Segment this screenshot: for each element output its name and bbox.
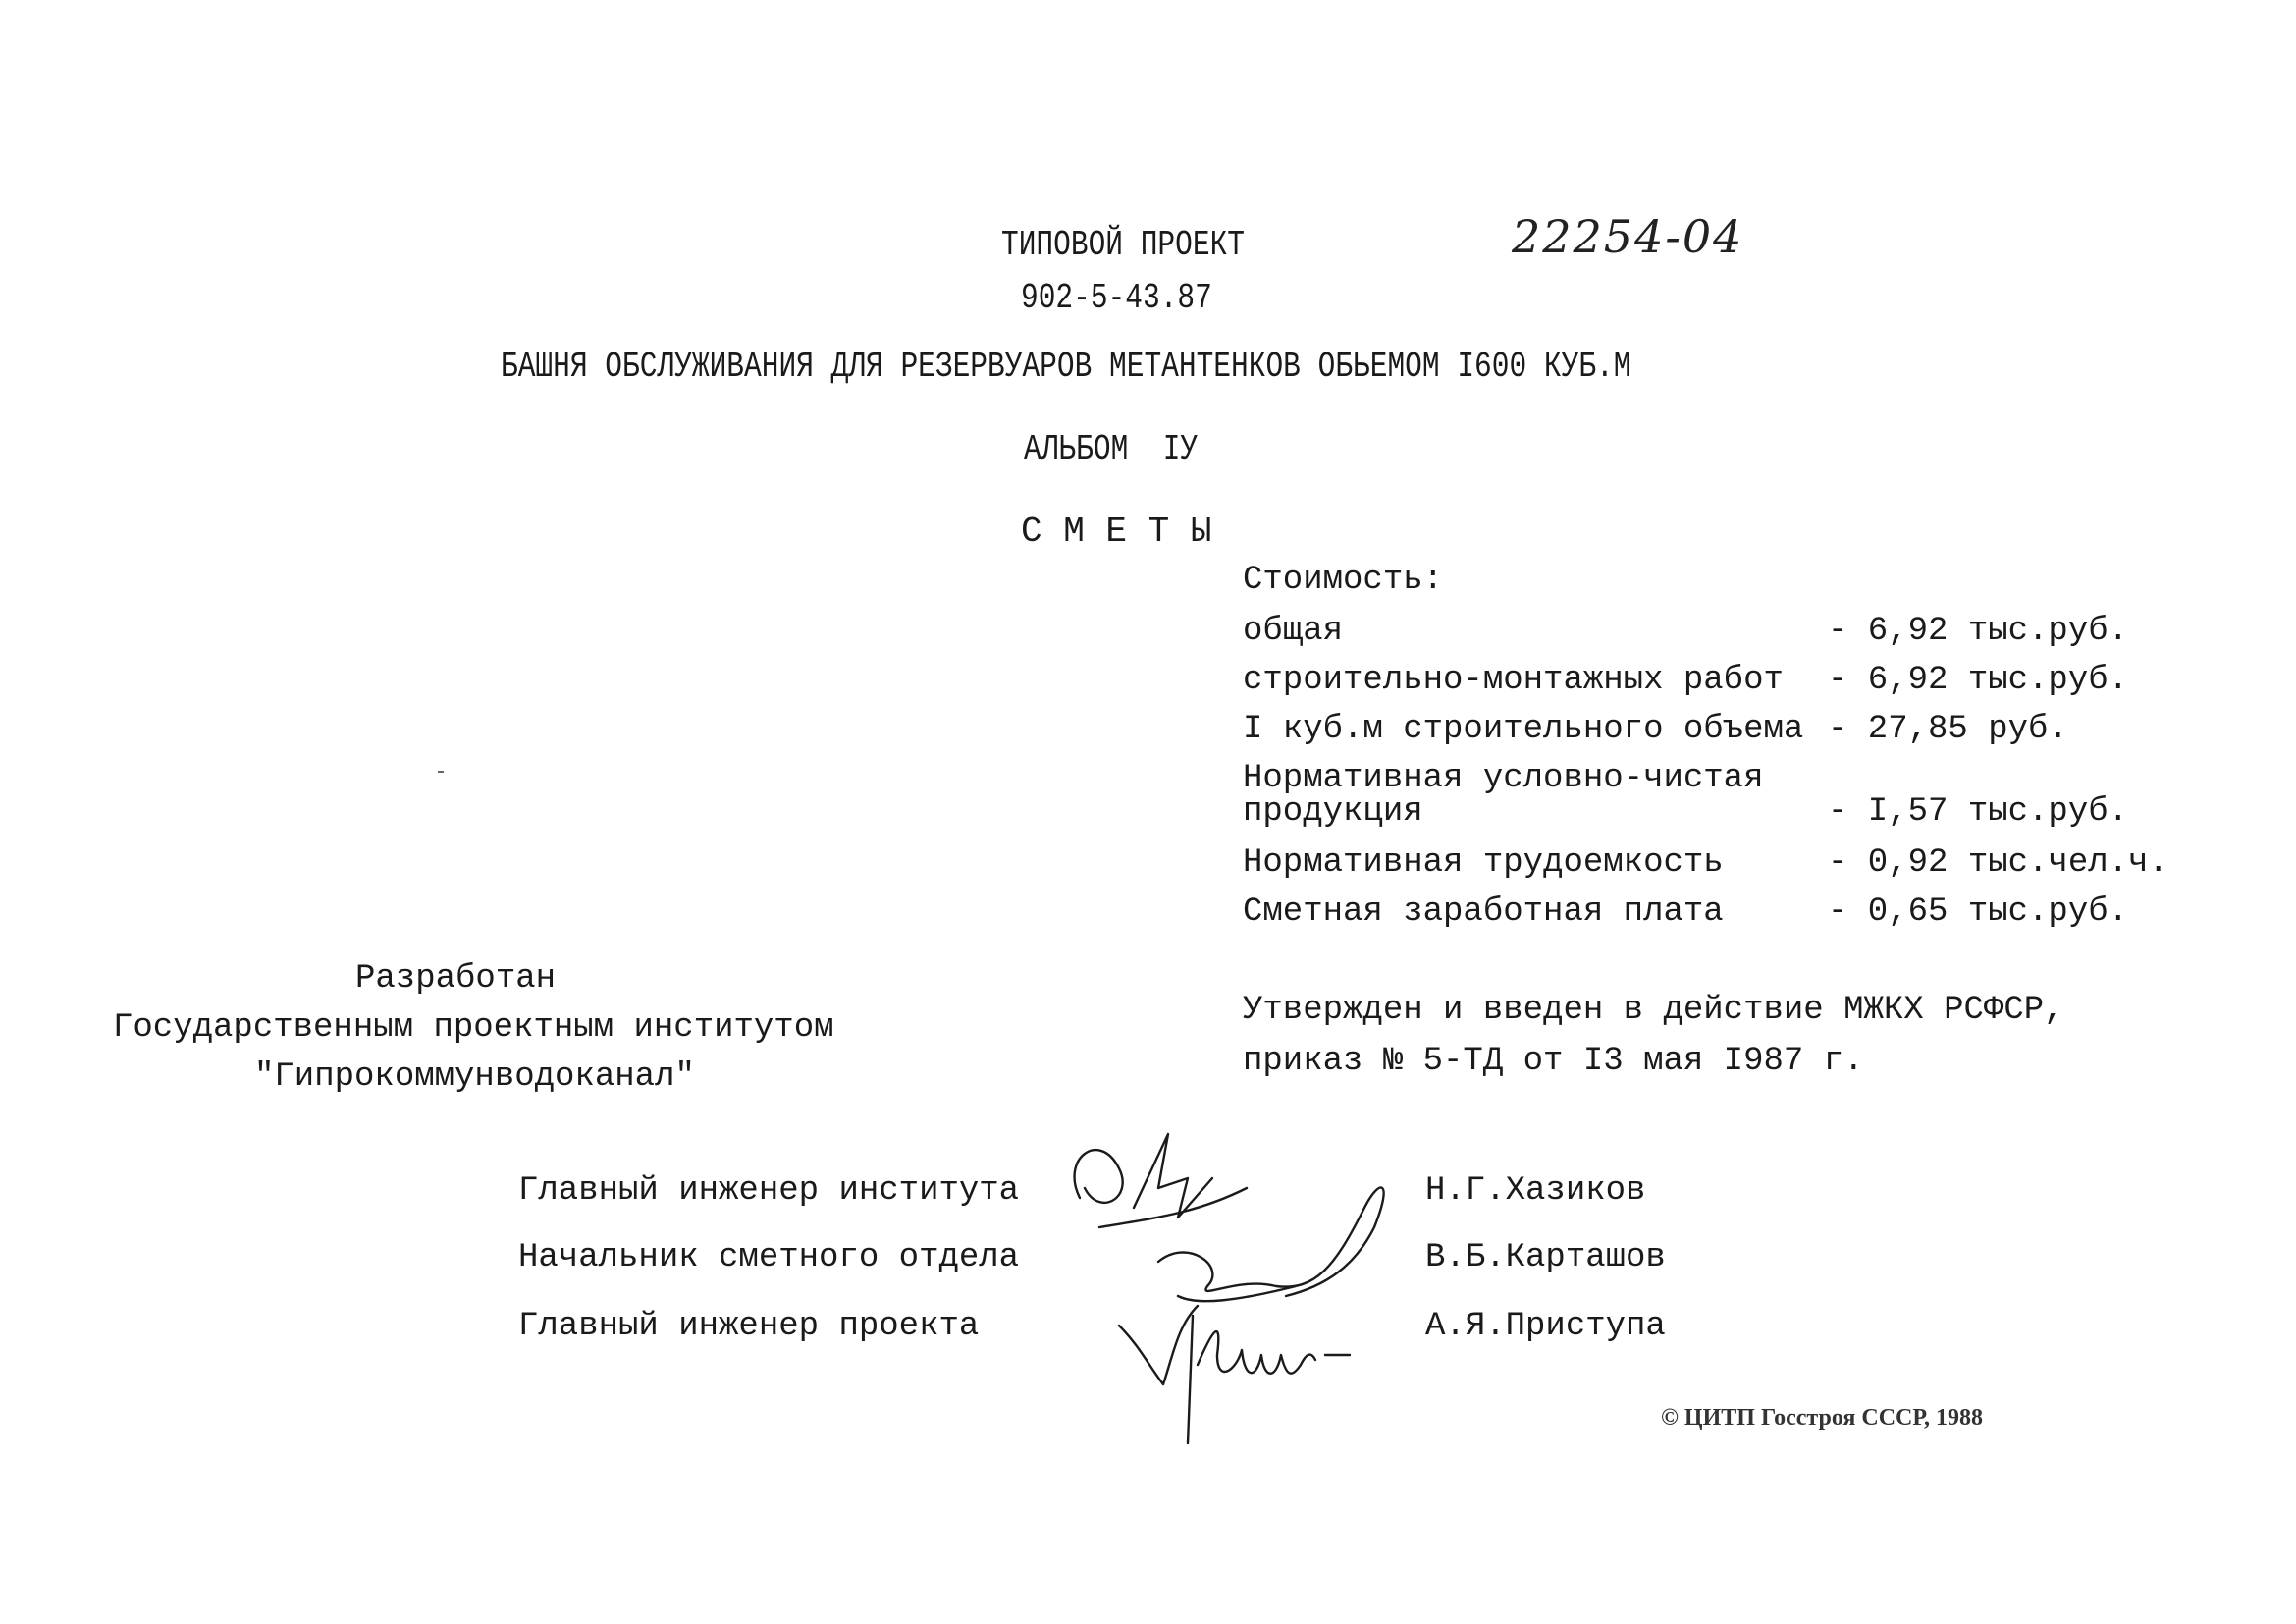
signature-stroke: [1198, 1331, 1315, 1374]
cost-value-construction: - 6,92 тыс.руб.: [1828, 662, 2129, 699]
cost-label-total: общая: [1243, 613, 1344, 650]
cost-label-production: Нормативная условно-чистая: [1243, 760, 1764, 797]
signatory-role-3: Главный инженер проекта: [518, 1308, 980, 1345]
cost-label-production-2: продукция: [1243, 793, 1423, 831]
signature-stroke: [1158, 1188, 1384, 1296]
signatory-name-1: Н.Г.Хазиков: [1425, 1172, 1646, 1210]
developer-line-2: Государственным проектным институтом: [113, 1009, 834, 1047]
signatory-name-3: А.Я.Приступа: [1425, 1308, 1666, 1345]
cost-heading: Стоимость:: [1243, 562, 1444, 599]
cost-value-wages: - 0,65 тыс.руб.: [1828, 893, 2129, 931]
signatures-image: [1041, 1119, 1414, 1453]
cost-label-labor: Нормативная трудоемкость: [1243, 844, 1724, 882]
cost-value-labor: - 0,92 тыс.чел.ч.: [1828, 844, 2168, 882]
cost-value-volume: - 27,85 руб.: [1828, 711, 2068, 748]
handwritten-number: 22254-04: [1512, 210, 1744, 263]
project-label: ТИПОВОЙ ПРОЕКТ: [1001, 225, 1246, 265]
signatory-name-2: В.Б.Карташов: [1425, 1239, 1666, 1276]
developer-line-1: Разработан: [355, 960, 557, 998]
document-title: БАШНЯ ОБСЛУЖИВАНИЯ ДЛЯ РЕЗЕРВУАРОВ МЕТАНТЕНКОВ ОБЬЕМОМ I600 КУБ.М: [501, 347, 1631, 387]
cost-label-construction: строительно-монтажных работ: [1243, 662, 1784, 699]
stray-mark: [438, 771, 444, 773]
signature-stroke: [1134, 1134, 1212, 1218]
signature-stroke: [1099, 1188, 1247, 1227]
approval-line-2: приказ № 5-ТД от I3 мая I987 г.: [1243, 1043, 1864, 1080]
signature-stroke: [1075, 1150, 1123, 1203]
signatory-role-2: Начальник сметного отдела: [518, 1239, 1020, 1276]
cost-value-total: - 6,92 тыс.руб.: [1828, 613, 2129, 650]
signatory-role-1: Главный инженер института: [518, 1172, 1020, 1210]
project-code: 902-5-43.87: [1021, 278, 1212, 318]
section-title: С М Е Т Ы: [1021, 512, 1212, 552]
album-label: АЛЬБОМ IУ: [1024, 429, 1199, 469]
approval-line-1: Утвержден и введен в действие МЖКХ РСФСР,: [1243, 992, 2064, 1029]
signature-stroke: [1178, 1286, 1296, 1301]
signature-stroke: [1188, 1316, 1193, 1443]
signature-stroke: [1119, 1306, 1198, 1384]
cost-label-volume: I куб.м строительного объема: [1243, 711, 1804, 748]
copyright-stamp: © ЦИТП Госстроя СССР, 1988: [1661, 1405, 1984, 1431]
developer-line-3: "Гипрокоммунводоканал": [254, 1058, 695, 1096]
cost-value-production: - I,57 тыс.руб.: [1828, 793, 2129, 831]
cost-label-wages: Сметная заработная плата: [1243, 893, 1724, 931]
